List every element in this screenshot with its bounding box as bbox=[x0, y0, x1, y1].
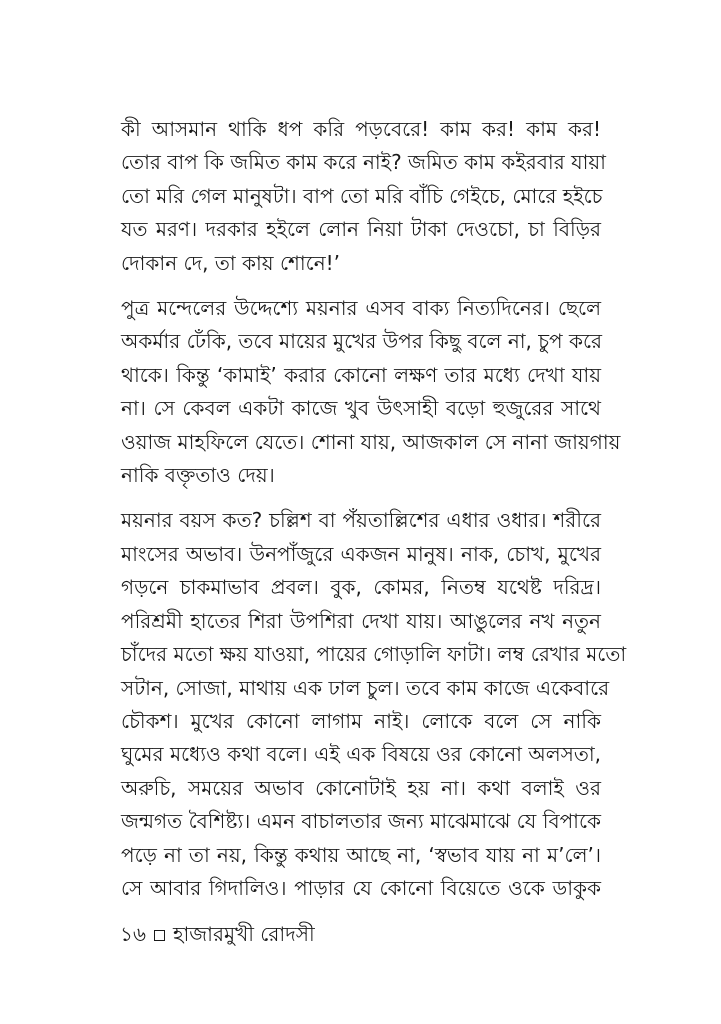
text-line: কী আসমান থাকি ধপ করি পড়বেরে! কাম কর! কাম কর! bbox=[121, 117, 601, 141]
body-text bbox=[121, 113, 627, 905]
text-line: সে আবার গিদালিও। পাড়ার যে কোনো বিয়েতে ওকে ডাকুক bbox=[121, 875, 601, 900]
text-line: ময়নার বয়স কত? চল্লিশ বা পঁয়তাল্লিশের এধার ওধার। শরীরে bbox=[121, 508, 601, 533]
paragraph-2 bbox=[121, 292, 621, 492]
text-line: অরুচি, সময়ের অভাব কোনোটাই হয় না। কথা বলাই ওর bbox=[121, 775, 601, 800]
text-line: ওয়াজ মাহফিলে যেতে। শোনা যায়, আজকাল সে নানা জায়গায় bbox=[121, 429, 621, 454]
text-line: সটান, সোজা, মাথায় এক ঢাল চুল। তবে কাম কাজে একেবারে bbox=[121, 675, 610, 700]
paragraph-1 bbox=[121, 113, 606, 280]
text-line: চাঁদের মতো ক্ষয় যাওয়া, পায়ের গোড়ালি ফাটা। লম্ব রেখার মতো bbox=[121, 642, 627, 667]
text-line: জন্মগত বৈশিষ্ট্য। এমন বাচালতার জন্য মাঝেমাঝে যে বিপাকে bbox=[121, 809, 601, 834]
text-line: নাকি বক্তৃতাও দেয়। bbox=[121, 463, 275, 488]
text-line: না। সে কেবল একটা কাজে খুব উৎসাহী বড়ো হুজুরের সাথে bbox=[121, 396, 601, 421]
text-line: তো মরি গেল মানুষটা। বাপ তো মরি বাঁচি গেইচে, মোরে হইচে bbox=[121, 183, 603, 208]
text-line: পরিশ্রমী হাতের শিরা উপশিরা দেখা যায়। আঙুলের নখ নতুন bbox=[121, 608, 601, 633]
text-line: তোর বাপ কি জমিত কাম করে নাই? জমিত কাম কইরবার যায়া bbox=[121, 150, 606, 175]
text-line: থাকে। কিন্তু ‘কামাই’ করার কোনো লক্ষণ তার মধ্যে দেখা যায় bbox=[121, 362, 601, 387]
text-line: ঘুমের মধ্যেও কথা বলে। এই এক বিষয়ে ওর কোনো অলসতা, bbox=[121, 742, 601, 767]
text-line: পড়ে না তা নয়, কিন্তু কথায় আছে না, ‘স্বভাব যায় না ম’লে’। bbox=[121, 842, 601, 867]
text-line: যত মরণ। দরকার হইলে লোন নিয়া টাকা দেওচো, চা বিড়ির bbox=[121, 217, 601, 242]
text-line: দোকান দে, তা কায় শোনে!’ bbox=[121, 250, 341, 275]
paragraph-3 bbox=[121, 504, 627, 905]
text-line: মাংসের অভাব। উনপাঁজুরে একজন মানুষ। নাক, চোখ, মুখের bbox=[121, 541, 601, 566]
page-number: ১৬ bbox=[120, 922, 146, 946]
text-line: পুত্র মন্দেলের উদ্দেশ্যে ময়নার এসব বাক্য নিত্যদিনের। ছেলে bbox=[121, 296, 601, 321]
square-outline-icon bbox=[154, 930, 165, 941]
book-title: হাজারমুখী রোদসী bbox=[172, 922, 315, 946]
page-footer bbox=[120, 921, 315, 947]
text-line: অকর্মার ঢেঁকি, তবে মায়ের মুখের উপর কিছু বলে না, চুপ করে bbox=[121, 329, 603, 354]
text-line: চৌকশ। মুখের কোনো লাগাম নাই। লোকে বলে সে নাকি bbox=[121, 708, 601, 733]
text-line: গড়নে চাকমাভাব প্রবল। বুক, কোমর, নিতম্ব যথেষ্ট দরিদ্র। bbox=[121, 575, 601, 600]
